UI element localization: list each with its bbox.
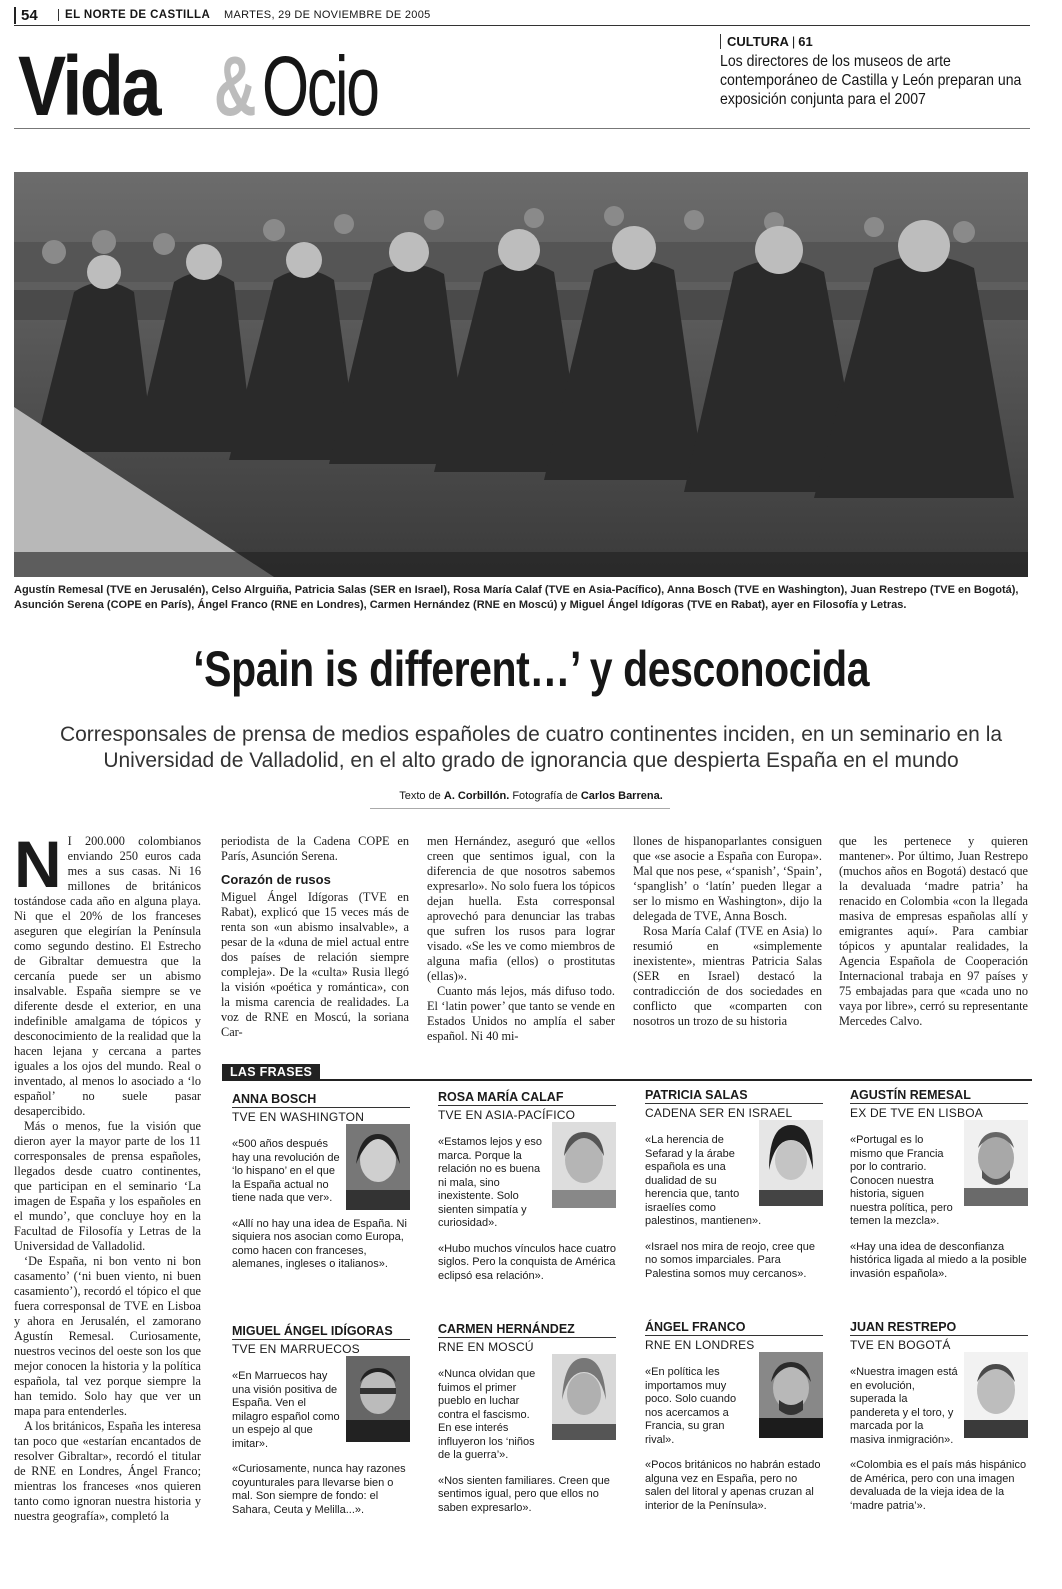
portrait-photo xyxy=(964,1352,1028,1438)
article-column-5 xyxy=(839,834,1028,1029)
article-column-1 xyxy=(14,827,201,1524)
quote-person-name: PATRICIA SALAS xyxy=(645,1088,823,1104)
quote-text: «Nos sienten familiares. Creen que sentimos igual, pero que ellos no saben expresarlo». xyxy=(438,1474,610,1514)
main-photo xyxy=(14,172,1028,577)
article-subhead: Corresponsales de prensa de medios españoles de cuatro continentes inciden, en un seminario en la Universidad de Valladolid, en el alto grado de ignorancia que despierta España en el mundo xyxy=(59,723,1003,772)
section-ampersand: & xyxy=(214,39,257,133)
quote-text: «Hubo muchos vínculos hace cuatro siglos. Pero la conquista de América eclipsó esa relación». xyxy=(438,1242,616,1282)
quote-box-rosa-maria-calaf xyxy=(438,1090,616,1283)
quote-text: «Colombia es el país más hispánico de América, pero con una imagen devaluada de la vieja idea de la ‘madre patria’». xyxy=(850,1459,1027,1512)
quote-text: «Hay una idea de desconfianza histórica ligada al miedo a la posible invasión española». xyxy=(850,1240,1027,1280)
author-name: A. Corbillón. xyxy=(443,790,510,802)
quote-person-role: TVE EN MARRUECOS xyxy=(232,1342,360,1356)
quote-text: «Curiosamente, nunca hay razones coyunturales para llevarse bien o mal. Son siempre de fondo: el Sahara, Ceuta y Melilla...». xyxy=(232,1463,406,1516)
quote-box-angel-franco xyxy=(645,1320,823,1513)
quote-person-role: RNE EN LONDRES xyxy=(645,1338,755,1352)
quote-text: «Allí no hay una idea de España. Ni siquiera nos asocian como Europa, como hacen con franceses, alemanes, ingleses o italianos». xyxy=(232,1217,407,1270)
quote-box-agustin-remesal xyxy=(850,1088,1028,1281)
section-title xyxy=(18,38,378,133)
article-column-3 xyxy=(427,834,615,1044)
quote-text: «Nunca olvidan que fuimos el primer pueblo en luchar contra el fascismo. En ese interés influyeron los ‘niños de la guerra’». xyxy=(438,1368,536,1461)
quotes-divider xyxy=(222,1079,1032,1081)
paragraph: Más o menos, fue la visión que dieron ayer la mayor parte de los 11 corresponsales de prensa españoles, llegados desde cuatro continentes, que participan en el seminario ‘La imagen de España y los españoles en el mundo’, que concluye hoy en la Facultad de Filosofía y Letras de la Universidad de Valladolid. xyxy=(14,1119,201,1253)
quote-person-name: AGUSTÍN REMESAL xyxy=(850,1088,1028,1104)
quote-text: «Estamos lejos y eso marca. Porque la relación no es buena ni mala, sino inexistente. Solo sienten simpatía y curiosidad». xyxy=(438,1136,542,1229)
quote-person-name: ROSA MARÍA CALAF xyxy=(438,1090,616,1106)
publication-name: EL NORTE DE CASTILLA xyxy=(58,9,210,21)
section-word-vida: Vida xyxy=(18,39,159,133)
paragraph: llones de hispanoparlantes consiguen que «se asocie a España con Europa». Mal que nos pese, «‘spanish’, ‘Spain’, ‘spanglish’ o ‘latín’ pueden llegar a ser lo mismo en Washington», dijo la delegada de TVE, Anna Bosch. xyxy=(633,834,822,923)
quote-person-name: CARMEN HERNÁNDEZ xyxy=(438,1322,616,1338)
quote-person-role: TVE EN BOGOTÁ xyxy=(850,1338,951,1352)
teaser-page: 61 xyxy=(798,34,813,49)
teaser-text: Los directores de los museos de arte contemporáneo de Castilla y León preparan una exposición conjunta para el 2007 xyxy=(720,53,1022,108)
cross-reference-teaser[interactable] xyxy=(720,34,1040,109)
quote-box-anna-bosch xyxy=(232,1092,410,1272)
quote-text: «500 años después hay una revolución de ‘lo hispano’ en el que la España actual no tiene nada que ver». xyxy=(232,1138,340,1204)
page-number: 54 xyxy=(14,7,38,24)
quote-text: «Nuestra imagen está en evolución, superada la pandereta y el toro, y marcada por la masiva inmigración». xyxy=(850,1366,958,1446)
header-divider xyxy=(14,128,1030,129)
quotes-section-label: LAS FRASES xyxy=(222,1064,320,1080)
quote-text: «La herencia de Sefarad y la árabe española es una dualidad de su herencia que, tanto israelíes como palestinos, mantienen». xyxy=(645,1134,762,1227)
paragraph: I 200.000 colombianos enviando 250 euros cada mes a sus casas. Ni 16 millones de británicos tostándose cada año en alguna playa. Ni que el 20% de los franceses aseguren que elegirían la Península como segundo destino. El Estrecho de Gibraltar demuestra que la cercanía puede ser un abismo insalvable. España siempre se ve diferente desde el exterior, en una indefinible amalgama de tópicos y desconocimiento de la realidad que la hacen lejana y cercana a partes iguales a los ojos del mundo. Real o inventado, al menos lo asociado a ‘lo español’ no suele pasar desapercibido. xyxy=(14,834,201,1118)
quote-person-role: CADENA SER EN ISRAEL xyxy=(645,1106,793,1120)
article-headline xyxy=(0,640,1062,698)
byline-label: Texto de xyxy=(399,790,441,802)
portrait-photo xyxy=(552,1122,616,1208)
photo-caption: Agustín Remesal (TVE en Jerusalén), Celso Alrguiña, Patricia Salas (SER en Israel), Rosa María Calaf (TVE en Asia-Pacífico), Anna Bosch (TVE en Washington), Juan Restrepo (TVE en Bogotá), Asunción Serena (COPE en París), Ángel Franco (RNE en Londres), Carmen Hernández (RNE en Moscú) y Miguel Ángel Idígoras (TVE en Rabat), ayer en Filosofía y Letras. xyxy=(14,584,1019,611)
subsection-heading: Corazón de rusos xyxy=(221,872,331,887)
section-word-ocio: Ocio xyxy=(262,39,378,133)
photographer-name: Carlos Barrena. xyxy=(580,790,663,802)
paragraph: periodista de la Cadena COPE en París, Asunción Serena. xyxy=(221,834,409,863)
drop-cap: N xyxy=(14,827,62,901)
article-column-4 xyxy=(633,834,822,1029)
quote-person-role: RNE EN MOSCÚ xyxy=(438,1340,534,1354)
quote-person-role: EX DE TVE EN LISBOA xyxy=(850,1106,983,1120)
paragraph: men Hernández, aseguró que «ellos creen que sentimos igual, con la diferencia de que nosotros sabemos expresarlo». No solo fuera los tópicos dejan huella. Esta corresponsal aprovechó para denunciar las trabas que sufren los rusos para lograr visado. «Se les ve como miembros de alguna mafia (ellos) o prostitutas (ellas)». xyxy=(427,834,615,983)
headline-text: ‘Spain is different…’ y desconocida xyxy=(193,641,869,697)
teaser-section: CULTURA xyxy=(727,34,789,49)
issue-date: MARTES, 29 DE NOVIEMBRE DE 2005 xyxy=(224,9,431,21)
quote-text: «En política les importamos muy poco. Solo cuando nos acercamos a Francia, su gran rival». xyxy=(645,1366,737,1446)
paragraph: Rosa María Calaf (TVE en Asia) lo resumió en «simplemente inexistente», mientras Patricia Salas (SER en Israel) destacó la contradicción de dos sociedades en conflicto que «comparten con nosotros un trozo de su historia xyxy=(633,924,822,1028)
quote-box-carmen-hernandez xyxy=(438,1322,616,1515)
article-column-2 xyxy=(221,834,409,1040)
quote-person-role: TVE EN ASIA-PACÍFICO xyxy=(438,1108,576,1122)
portrait-photo xyxy=(759,1120,823,1206)
quote-text: «Portugal es lo mismo que Francia por lo contrario. Conocen nuestra historia, siguen nuestra política, pero temen la mezcla». xyxy=(850,1134,953,1227)
quote-person-name: JUAN RESTREPO xyxy=(850,1320,1028,1336)
portrait-photo xyxy=(346,1124,410,1210)
paragraph: ‘De España, ni bon vento ni bon casamento’ (‘ni buen viento, ni buen casamiento’), recordó el tópico el que fuera corresponsal de TVE en Lisboa y ahora en Jerusalén, el zamorano Agustín Remesal. Curiosamente, nuestros vecinos del oeste son los que mejor conocen la historia y la política española, tal vez porque siempre la han temido. Solo hay que ver un mapa para entenderles. xyxy=(14,1254,201,1418)
quote-person-name: ÁNGEL FRANCO xyxy=(645,1320,823,1336)
quote-person-name: MIGUEL ÁNGEL IDÍGORAS xyxy=(232,1324,410,1340)
quote-text: «Israel nos mira de reojo, cree que no somos imparciales. Para Palestina somos muy cercanos». xyxy=(645,1240,815,1280)
byline xyxy=(0,790,1062,802)
teaser-tag: CULTURA | 61 xyxy=(720,34,1040,49)
quote-box-juan-restrepo xyxy=(850,1320,1028,1513)
portrait-photo xyxy=(964,1120,1028,1206)
paragraph: A los británicos, España les interesa tan poco que «estarían encantados de resolver Gibraltar», recordó el titular de RNE en Londres, Ángel Franco; mientras los franceses «nos quieren tanto como ignoran nuestra historia y nuestra geografía», completó la xyxy=(14,1419,201,1523)
byline-divider xyxy=(370,808,670,809)
quote-box-patricia-salas xyxy=(645,1088,823,1281)
quote-text: «En Marruecos hay una visión positiva de España. Ven el milagro español como un espejo al que imitar». xyxy=(232,1370,340,1450)
quote-person-name: ANNA BOSCH xyxy=(232,1092,410,1108)
photo-credit-label: Fotografía de xyxy=(512,790,578,802)
page-header-strip xyxy=(14,6,1030,26)
quote-person-role: TVE EN WASHINGTON xyxy=(232,1110,365,1124)
quote-box-miguel-angel-idigoras xyxy=(232,1324,410,1517)
portrait-photo xyxy=(552,1354,616,1440)
paragraph: Cuanto más lejos, más difuso todo. El ‘latin power’ que tanto se vende en Estados Unidos no amplía el saber español. Ni 40 mi- xyxy=(427,984,615,1043)
paragraph: Miguel Ángel Idígoras (TVE en Rabat), explicó que 15 veces más de renta son «un abismo insalvable», a pesar de la «duna de miel actual entre dos países de relación siempre compleja». De la «culta» Rusia llegó la visión «poética y romántica», con la misma carencia de realidades. La voz de RNE en Moscú, la soriana Car- xyxy=(221,890,409,1039)
paragraph: que les pertenece y quieren mantener». Por último, Juan Restrepo (muchos años en Bogotá) destacó que la devaluada ‘madre patria’ ha renacido en Colombia «con la llegada masiva de empresas españolas allí y emigrantes aquí». Para cambiar tópicos y apuntalar realidades, la Agencia Española de Cooperación Internacional trabaja en 97 países y 75 embajadas para que «cada uno no vaya por libre», cerró su representante Mercedes Calvo. xyxy=(839,834,1028,1028)
portrait-photo xyxy=(759,1352,823,1438)
portrait-photo xyxy=(346,1356,410,1442)
quote-text: «Pocos británicos no habrán estado alguna vez en España, pero no salen del litoral y apenas cruzan al interior de la Península». xyxy=(645,1459,821,1512)
